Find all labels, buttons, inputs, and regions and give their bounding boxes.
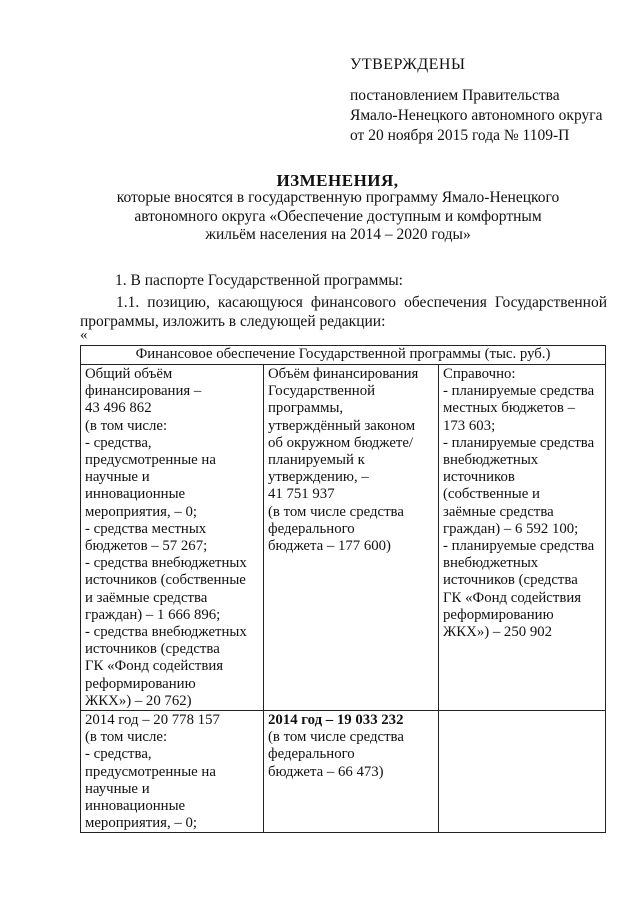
cell-line: предусмотренные на bbox=[85, 452, 216, 469]
cell-line: источников (средства bbox=[443, 572, 578, 589]
cell-line: бюджета – 177 600) bbox=[268, 538, 391, 555]
reference-cell bbox=[439, 365, 606, 711]
cell-line: граждан) – 6 592 100; bbox=[443, 520, 579, 537]
cell-line: 173 603; bbox=[443, 417, 496, 434]
cell-line: источников (собственные bbox=[85, 572, 246, 589]
cell-line: планируемый к bbox=[268, 452, 365, 469]
table-row bbox=[81, 365, 606, 711]
cell-line: финансирования – bbox=[85, 383, 202, 400]
cell-line: 2014 год – 19 033 232 bbox=[268, 712, 404, 729]
cell-line: утверждённый законом bbox=[268, 417, 416, 434]
document-title: ИЗМЕНЕНИЯ, bbox=[276, 171, 399, 190]
year-2014-reference-cell bbox=[439, 711, 606, 833]
cell-line: (в том числе средства bbox=[268, 503, 404, 520]
subtitle-line: которые вносятся в государственную программу Ямало-Ненецкого bbox=[116, 189, 560, 206]
cell-line: федерального bbox=[268, 520, 355, 537]
opening-quote-mark: « bbox=[80, 327, 88, 343]
cell-line: бюджета – 66 473) bbox=[268, 763, 384, 780]
subtitle-line: жильём населения на 2014 – 2020 годы» bbox=[205, 226, 471, 243]
cell-line: инновационные bbox=[85, 798, 186, 815]
cell-line: внебюджетных bbox=[443, 555, 539, 572]
cell-line: (собственные и bbox=[443, 486, 540, 503]
cell-line: Справочно: bbox=[443, 366, 516, 382]
cell-line: - средства, bbox=[85, 434, 152, 451]
approval-block bbox=[350, 55, 602, 146]
subtitle-line: автономного округа «Обеспечение доступным и комфортным bbox=[134, 207, 542, 225]
cell-line: (в том числе средства bbox=[268, 729, 404, 746]
approval-line: постановлением Правительства bbox=[350, 87, 560, 104]
cell-line: ЖКХ») – 250 902 bbox=[443, 624, 553, 641]
cell-line: - планируемые средства bbox=[443, 383, 595, 400]
financing-table bbox=[80, 345, 606, 833]
table-row bbox=[81, 711, 606, 833]
year-2014-budget-cell bbox=[264, 711, 439, 833]
paragraph-1: 1. В паспорте Государственной программы: bbox=[115, 272, 403, 289]
cell-line: и заёмные средства bbox=[85, 589, 208, 606]
cell-line: источников bbox=[443, 469, 515, 486]
cell-line: бюджетов – 57 267; bbox=[85, 538, 208, 555]
cell-line: Государственной bbox=[268, 383, 376, 400]
approval-heading: УТВЕРЖДЕНЫ bbox=[350, 56, 466, 73]
cell-line: ГК «Фонд содействия bbox=[443, 589, 582, 606]
cell-line: ЖКХ») – 20 762) bbox=[85, 692, 192, 709]
cell-line: Общий объём bbox=[85, 366, 173, 382]
cell-line: внебюджетных bbox=[443, 452, 539, 469]
document-subtitle bbox=[88, 189, 588, 245]
cell-line: федерального bbox=[268, 746, 355, 763]
cell-line: 43 496 862 bbox=[85, 400, 152, 417]
cell-line: - средства внебюджетных bbox=[85, 555, 247, 572]
cell-line: (в том числе: bbox=[85, 729, 168, 746]
cell-line: - планируемые средства bbox=[443, 434, 595, 451]
table-header: Финансовое обеспечение Государственной программы (тыс. руб.) bbox=[81, 346, 606, 365]
cell-line: мероприятия, – 0; bbox=[85, 815, 197, 832]
cell-line: об окружном бюджете/ bbox=[268, 434, 414, 451]
cell-line: (в том числе: bbox=[85, 417, 168, 434]
approved-budget-cell bbox=[264, 365, 439, 711]
cell-line: инновационные bbox=[85, 486, 186, 503]
cell-line: реформированию bbox=[85, 675, 196, 692]
cell-line: - планируемые средства bbox=[443, 538, 595, 555]
cell-line: источников (средства bbox=[85, 641, 220, 658]
total-financing-cell bbox=[81, 365, 264, 711]
cell-line: - средства местных bbox=[85, 520, 207, 537]
cell-line: Объём финансирования bbox=[268, 366, 419, 382]
cell-line: научные и bbox=[85, 780, 150, 797]
cell-line: местных бюджетов – bbox=[443, 400, 576, 417]
cell-line: граждан) – 1 666 896; bbox=[85, 606, 221, 623]
approval-line: от 20 ноября 2015 года № 1109-П bbox=[350, 127, 570, 144]
paragraph-1-1: 1.1. позицию, касающуюся финансового обеспечения Государственной программы, изложить в следующей редакции: bbox=[80, 294, 607, 330]
cell-line: - средства, bbox=[85, 746, 152, 763]
cell-line: 41 751 937 bbox=[268, 486, 335, 503]
cell-line: предусмотренные на bbox=[85, 763, 216, 780]
cell-line: заёмные средства bbox=[443, 503, 554, 520]
cell-line: 2014 год – 20 778 157 bbox=[85, 712, 220, 729]
table-header-row bbox=[81, 346, 606, 365]
cell-line: мероприятия, – 0; bbox=[85, 503, 197, 520]
cell-line: ГК «Фонд содействия bbox=[85, 658, 224, 675]
cell-line: утверждению, – bbox=[268, 469, 369, 486]
cell-line: - средства внебюджетных bbox=[85, 624, 247, 641]
approval-line: Ямало-Ненецкого автономного округа bbox=[350, 107, 603, 124]
year-2014-total-cell bbox=[81, 711, 264, 833]
cell-line: программы, bbox=[268, 400, 344, 417]
cell-line: научные и bbox=[85, 469, 150, 486]
cell-line: реформированию bbox=[443, 606, 554, 623]
